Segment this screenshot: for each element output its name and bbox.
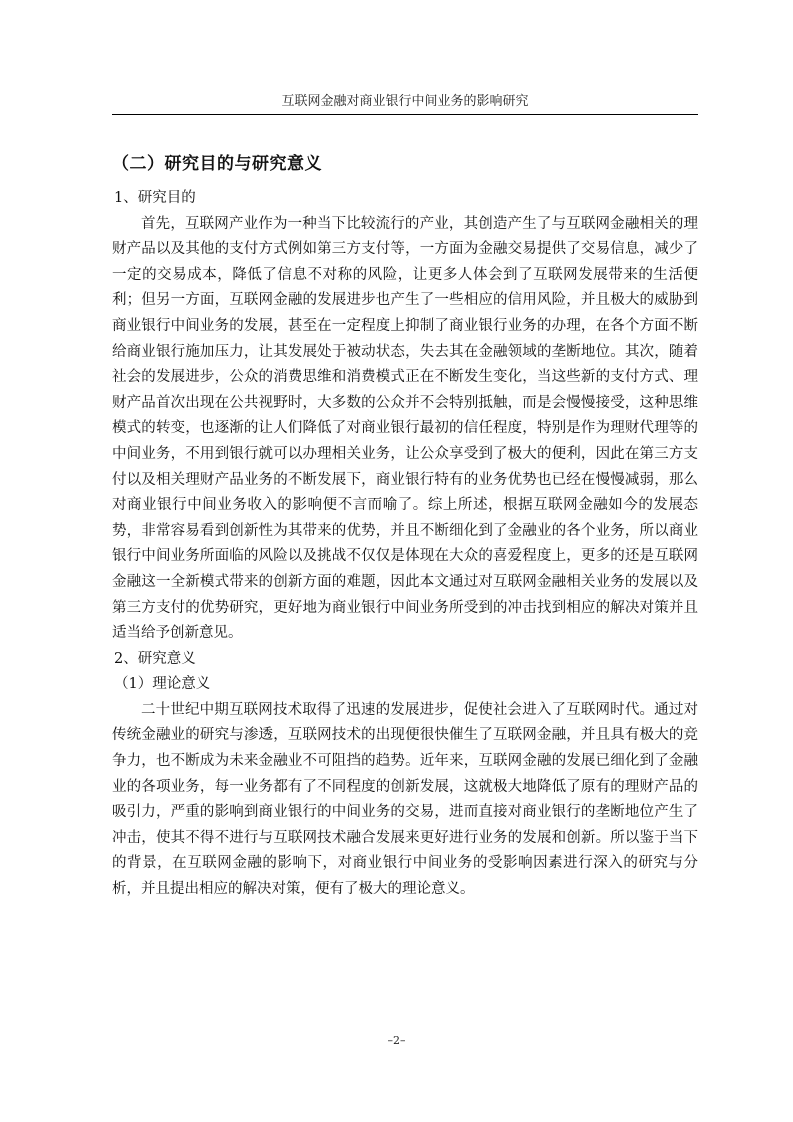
significance-heading: 2、研究意义 (114, 650, 196, 667)
running-header: 互联网金融对商业银行中间业务的影响研究 (281, 94, 529, 109)
theory-heading: （1）理论意义 (114, 676, 211, 693)
purpose-paragraph: 首先，互联网产业作为一种当下比较流行的产业，其创造产生了与互联网金融相关的理财产品以及其他的支付方式例如第三方支付等，一方面为金融交易提供了交易信息，减少了一定的交易成本，降低了信息不对称的风险，让更多人体会到了互联网发展带来的生活便利；但另一方面，互联网金融的发展进步也产生了一些相应的信用风险，并且极大的威胁到商业银行中间业务的发展，甚至在一定程度上抑制了商业银行业务的办理，在各个方面不断给商业银行施加压力，让其发展处于被动状态，失去其在金融领域的垄断地位。其次，随着社会的发展进步，公众的消费思维和消费模式正在不断发生变化，当这些新的支付方式、理财产品首次出现在公共视野时，大多数的公众并不会特别抵触，而是会慢慢接受，这种思维模式的转变，也逐渐的让人们降低了对商业银行最初的信任程度，特别是作为理财代理等的中间业务，不用到银行就可以办理相关业务，让公众享受到了极大的便利，因此在第三方支付以及相关理财产品业务的不断发展下，商业银行特有的业务优势也已经在慢慢减弱，那么对商业银行中间业务收入的影响便不言而喻了。综上所述，根据互联网金融如今的发展态势，非常容易看到创新性为其带来的优势，并且不断细化到了金融业的各个业务，所以商业银行中间业务所面临的风险以及挑战不仅仅是体现在大众的喜爱程度上，更多的还是互联网金融这一全新模式带来的创新方面的难题，因此本文通过对互联网金融相关业务的发展以及第三方支付的优势研究，更好地为商业银行中间业务所受到的冲击找到相应的解决对策并且适当给予创新意见。 (112, 215, 698, 642)
theory-paragraph: 二十世纪中期互联网技术取得了迅速的发展进步，促使社会进入了互联网时代。通过对传统金融业的研究与渗透，互联网技术的出现便很快催生了互联网金融，并且具有极大的竞争力，也不断成为未来金融业不可阻挡的趋势。近年来，互联网金融的发展已细化到了金融业的各项业务，每一业务都有了不同程度的创新发展，这就极大地降低了原有的理财产品的吸引力，严重的影响到商业银行的中间业务的交易，进而直接对商业银行的垄断地位产生了冲击，使其不得不进行与互联网技术融合发展来更好进行业务的发展和创新。所以鉴于当下的背景，在互联网金融的影响下，对商业银行中间业务的受影响因素进行深入的研究与分析，并且提出相应的解决对策，便有了极大的理论意义。 (112, 701, 698, 898)
page-body (112, 150, 698, 903)
header-divider (112, 114, 698, 115)
purpose-heading: 1、研究目的 (114, 190, 196, 206)
page-number: –2– (387, 1034, 406, 1047)
section-heading: （二）研究目的与研究意义 (112, 154, 322, 174)
